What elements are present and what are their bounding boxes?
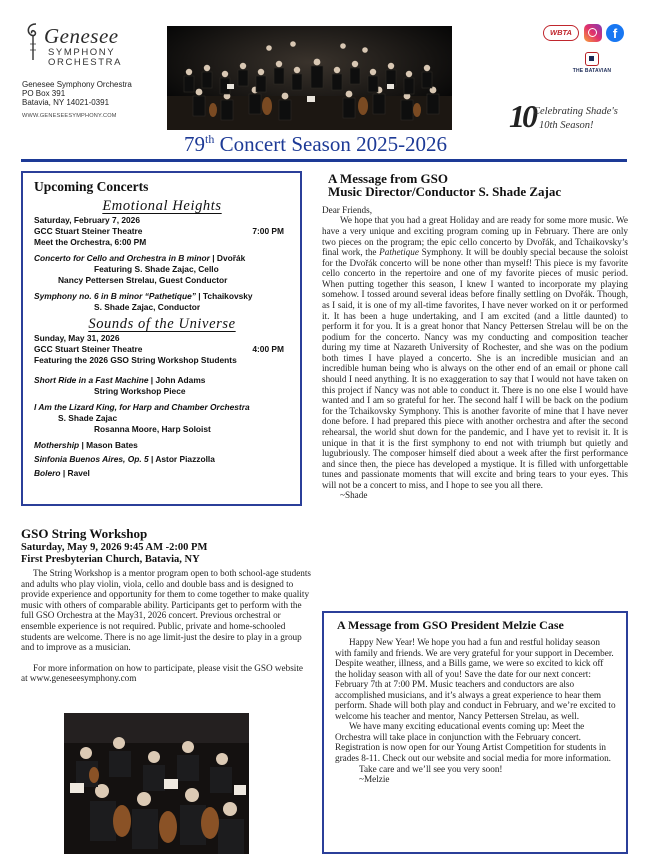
concert-2-title: Sounds of the Universe <box>88 316 236 332</box>
concert-1-time: 7:00 PM <box>252 226 284 236</box>
concert-2-venue-row <box>34 344 290 355</box>
concert-2-time: 4:00 PM <box>252 344 284 354</box>
facebook-icon[interactable]: f <box>606 24 624 42</box>
concert-1-piece-1-soloist: Featuring S. Shade Zajac, Cello <box>94 264 219 274</box>
address-line-2: PO Box 391 <box>22 89 66 99</box>
social-links <box>543 22 633 44</box>
workshop-description: The String Workshop is a mentor program open to both school-age students and adults who play violin, viola, cello and double bass and is designed to provide experience and opportunity for them to come together to make quality music with others of comparable ability. Participants get to perform with the full GSO Orchestra at the May31, 2026 concert. Previous orchestral or ensemble experience is not required. Public, private and home-schooled students are welcome. There is no age limit-just the desire to play in a group and to improve as a musician. <box>21 568 311 653</box>
batavian-icon <box>585 52 599 66</box>
wbta-logo[interactable]: WBTA <box>543 25 579 41</box>
workshop-date: Saturday, May 9, 2026 9:45 AM -2:00 PM <box>21 542 208 553</box>
workshop-location: First Presbyterian Church, Batavia, NY <box>21 554 200 565</box>
celebrate-line-2: 10th Season! <box>539 120 594 131</box>
director-greeting: Dear Friends, <box>322 204 373 215</box>
president-para-1: Happy New Year! We hope you had a fun and restful holiday season with family and friends. We are very grateful for your support in December. Despite weather, illness, and a Bills game, we were so excited to kick off the holiday season with all of you! Save the date for our next concert: February 7th at 7:00 PM. Music teachers and conductors are also accomplished musicians, and it’s always a great experience to hear them perform. Shade will both play and conduct in February, and we’re excited to welcome his teacher and mentor, Nancy Pettersen Strelau, as well. <box>335 637 616 721</box>
tenth-number: 10 <box>509 98 535 134</box>
string-workshop-section <box>21 526 311 684</box>
concert-1-piece-2-conductor: S. Shade Zajac, Conductor <box>94 302 201 312</box>
concert-2-piece-1: Short Ride in a Fast Machine | John Adams <box>34 375 206 385</box>
batavian-text: THE BATAVIAN <box>572 68 612 74</box>
season-title: 79th Concert Season 2025-2026 <box>184 132 448 156</box>
workshop-photo-art <box>64 713 249 854</box>
concert-1-venue-row <box>34 226 290 237</box>
concert-2-piece-3: Mothership | Mason Bates <box>34 440 138 450</box>
concert-1-date: Saturday, February 7, 2026 <box>34 215 140 225</box>
concert-2-date: Sunday, May 31, 2026 <box>34 333 120 343</box>
concert-2-piece-1-note: String Workshop Piece <box>94 386 186 396</box>
concert-2-piece-5: Bolero | Ravel <box>34 468 90 478</box>
president-body <box>335 637 616 764</box>
title-divider <box>21 159 627 162</box>
orchestra-photo <box>167 26 452 130</box>
mailing-address <box>22 80 132 108</box>
upcoming-concerts-heading: Upcoming Concerts <box>34 179 149 194</box>
concert-2-venue: GCC Stuart Steiner Theatre <box>34 344 143 354</box>
instagram-icon[interactable] <box>584 24 602 42</box>
director-signature: ~Shade <box>340 490 368 501</box>
concert-1-title: Emotional Heights <box>102 198 222 214</box>
concert-2-piece-2-composer: S. Shade Zajac <box>58 413 118 423</box>
concert-2-extra: Featuring the 2026 GSO String Workshop Students <box>34 355 237 365</box>
president-closing: Take care and we’ll see you very soon! <box>359 763 503 774</box>
director-body <box>322 205 628 491</box>
violin-scroll-icon <box>22 22 44 62</box>
celebrate-line-1: Celebrating Shade's <box>533 106 618 117</box>
upcoming-concerts-box <box>21 171 302 506</box>
concert-1-venue: GCC Stuart Steiner Theatre <box>34 226 143 236</box>
address-line-3: Batavia, NY 14021-0391 <box>22 98 110 108</box>
concert-1-piece-1-conductor: Nancy Pettersen Strelau, Guest Conductor <box>58 275 228 285</box>
concert-2-piece-4: Sinfonia Buenos Aires, Op. 5 | Astor Piazzolla <box>34 454 215 464</box>
director-message <box>322 172 628 501</box>
director-title-line-1: A Message from GSO <box>328 171 448 186</box>
concert-2-piece-2: I Am the Lizard King, for Harp and Chamber Orchestra <box>34 402 250 412</box>
address-line-1: Genesee Symphony Orchestra <box>22 80 132 89</box>
workshop-title: GSO String Workshop <box>21 526 148 541</box>
director-letter: We hope that you had a great Holiday and are ready for some more music. We have a very unique and exciting program coming up in February. There are only two pieces on the program; the epic cello concerto by Dvořák, and Tchaikovsky’s final work, the Pathetique Symphony. It will be doubly special because the soloist for the Dvořák concerto will be none other than myself! This piece is my favorite cello concerto in the repertoire and one of my favorite pieces of music period. When putting together this season, I knew I wanted to incorporate my playing somehow. I tossed around several ideas before finally settling on Dvořák. Though, as I said, it is one of my all-time favorites, I have never worked on it or performed it. It has been a huge undertaking, and I am excited (and a little daunted) to perform it for you. It is a great honor that Nancy Pettersen Strelau will be on the podium for the concerto. Nancy was my conducting and composition teacher during my time at Nazareth University of Rochester, and she was on the podium both times I have played a concerto. She is an incredible musician and an incredible human being who is always on the other end of an email or phone call should I need anything. It is no exaggeration to say that I would not have taken on this project if Nancy was not able to conduct it. There is no one else I would have wanted and I am so grateful for her. The second half I will be back on the podium for the Tchaikovsky Symphony. This is another favorite of mine that I have never done before. I had prepared this piece with another orchestra and after the second rehearsal, the world shut down for the pandemic, and I have yet to revisit it. It is unique in that it is the first symphony to end not with triumph but quietly and lugubriously. The composer himself died about a week after the first performance and since then, the piece has developed a mystique. It is filled with unforgettable tunes and passionate moments that will excite and bring tears to your eyes. This will not be a concert to miss, and I hope to see you all there. <box>322 215 628 490</box>
president-para-2: We have many exciting educational events coming up: Meet the Orchestra will take place in conjunction with the February concert. Registration is now open for our Young Artist Competition for students in grades 8-11. Check out our website and social media for more information. <box>335 721 611 764</box>
concert-1-piece-1: Concerto for Cello and Orchestra in B minor | Dvořák <box>34 253 246 263</box>
president-title: A Message from GSO President Melzie Case <box>337 618 564 632</box>
logo-name: Genesee <box>44 24 119 48</box>
logo-subtitle: SYMPHONY ORCHESTRA <box>48 47 123 68</box>
concert-1-piece-2: Symphony no. 6 in B minor “Pathetique” | Tchaikovsky <box>34 291 253 301</box>
tenth-season-badge <box>509 98 634 144</box>
batavian-logo[interactable] <box>572 52 612 82</box>
workshop-info: For more information on how to participate, please visit the GSO website at www.geneseesymphony.com <box>21 662 303 684</box>
concert-2-piece-2-soloist: Rosanna Moore, Harp Soloist <box>94 424 211 434</box>
website-link[interactable]: WWW.GENESEESYMPHONY.COM <box>22 113 117 119</box>
workshop-photo <box>64 713 249 854</box>
director-title-line-2: Music Director/Conductor S. Shade Zajac <box>328 184 562 200</box>
concert-1-extra: Meet the Orchestra, 6:00 PM <box>34 237 147 247</box>
president-signature: ~Melzie <box>359 774 390 785</box>
president-message-box <box>322 611 628 854</box>
orchestra-photo-art <box>167 26 452 130</box>
